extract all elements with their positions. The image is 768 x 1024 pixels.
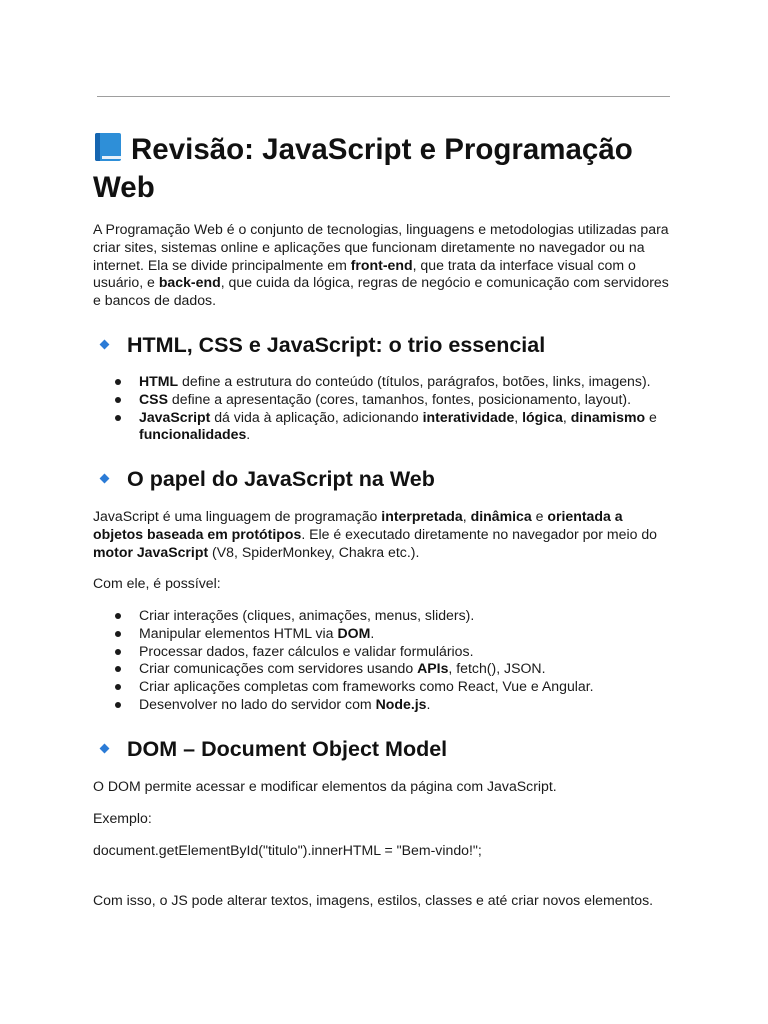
bold-term: front-end — [350, 256, 413, 273]
bold-term: dinamismo — [570, 408, 646, 425]
list-item: Criar interações (cliques, animações, menus, sliders). — [93, 607, 675, 625]
trio-list — [93, 373, 675, 444]
capabilities-list — [93, 607, 675, 714]
bullet-icon — [115, 379, 121, 385]
bold-term: back-end — [158, 274, 221, 291]
section-heading-text: HTML, CSS e JavaScript: o trio essencial — [127, 333, 546, 357]
bold-term: lógica — [522, 408, 563, 425]
bold-term: interatividade — [422, 408, 515, 425]
bullet-icon — [115, 397, 121, 403]
intro-paragraph: A Programação Web é o conjunto de tecnologias, linguagens e metodologias utilizadas para criar sites, sistemas online e aplicações que funcionam diretamente no navegador ou na internet. Ela se divide principalmente em front-end, que trata da interface visual com o usuário, e back-end, que cuida da lógica, regras de negócio e comunicação com servidores e bancos de dados. — [93, 221, 669, 309]
bold-term: CSS — [139, 390, 168, 407]
section-heading-text: DOM – Document Object Model — [127, 737, 448, 761]
page-title — [93, 131, 683, 207]
bold-term: dinâmica — [470, 508, 532, 524]
list-item: Processar dados, fazer cálculos e validar formulários. — [93, 643, 675, 661]
bullet-icon — [115, 684, 121, 690]
blue-diamond-icon — [100, 340, 110, 350]
bold-term: orientada a objetos baseada em protótipos — [93, 508, 623, 542]
section-heading-dom — [98, 736, 447, 762]
bold-term: motor JavaScript — [93, 543, 209, 560]
bullet-icon — [115, 613, 121, 619]
bold-term: JavaScript — [139, 408, 211, 425]
blue-book-icon — [93, 132, 123, 162]
bold-term: interpretada — [381, 508, 463, 524]
list-item: Manipular elementos HTML via DOM. — [93, 625, 675, 643]
bullet-icon — [115, 649, 121, 655]
bold-term: funcionalidades — [139, 426, 247, 443]
list-item: CSS define a apresentação (cores, tamanhos, fontes, posicionamento, layout). — [93, 391, 675, 409]
dom-closing-paragraph: Com isso, o JS pode alterar textos, imagens, estilos, classes e até criar novos elementos. — [93, 892, 654, 908]
bullet-icon — [115, 666, 121, 672]
bold-term: Node.js — [375, 695, 427, 712]
blue-diamond-icon — [100, 744, 110, 754]
list-item: HTML define a estrutura do conteúdo (títulos, parágrafos, botões, links, imagens). — [93, 373, 675, 391]
bullet-icon — [115, 415, 121, 421]
code-example: document.getElementById("titulo").innerHTML = "Bem-vindo!"; — [93, 842, 482, 858]
bold-term: APIs — [417, 660, 449, 677]
dom-paragraph: O DOM permite acessar e modificar elementos da página com JavaScript. — [93, 778, 557, 794]
list-item: Criar aplicações completas com frameworks como React, Vue e Angular. — [93, 678, 675, 696]
bold-term: DOM — [337, 624, 371, 641]
horizontal-rule — [97, 96, 670, 97]
list-item: Criar comunicações com servidores usando APIs, fetch(), JSON. — [93, 660, 675, 678]
bullet-icon — [115, 631, 121, 637]
js-role-paragraph: JavaScript é uma linguagem de programação interpretada, dinâmica e orientada a objetos baseada em protótipos. Ele é executado diretamente no navegador por meio do motor JavaScript (V8, SpiderMonkey, Chakra etc.). — [93, 508, 658, 560]
bullet-icon — [115, 702, 121, 708]
list-item: Desenvolver no lado do servidor com Node.js. — [93, 696, 675, 714]
section-heading-text: O papel do JavaScript na Web — [127, 467, 435, 491]
section-heading-js-role — [98, 466, 435, 492]
capabilities-lead: Com ele, é possível: — [93, 575, 221, 591]
list-item: JavaScript dá vida à aplicação, adicionando interatividade, lógica, dinamismo e funcionalidades. — [93, 409, 675, 445]
example-label: Exemplo: — [93, 810, 152, 826]
bold-term: HTML — [139, 373, 179, 389]
page-title-text: Revisão: JavaScript e Programação Web — [93, 133, 633, 204]
blue-diamond-icon — [100, 474, 110, 484]
section-heading-trio — [98, 332, 545, 358]
